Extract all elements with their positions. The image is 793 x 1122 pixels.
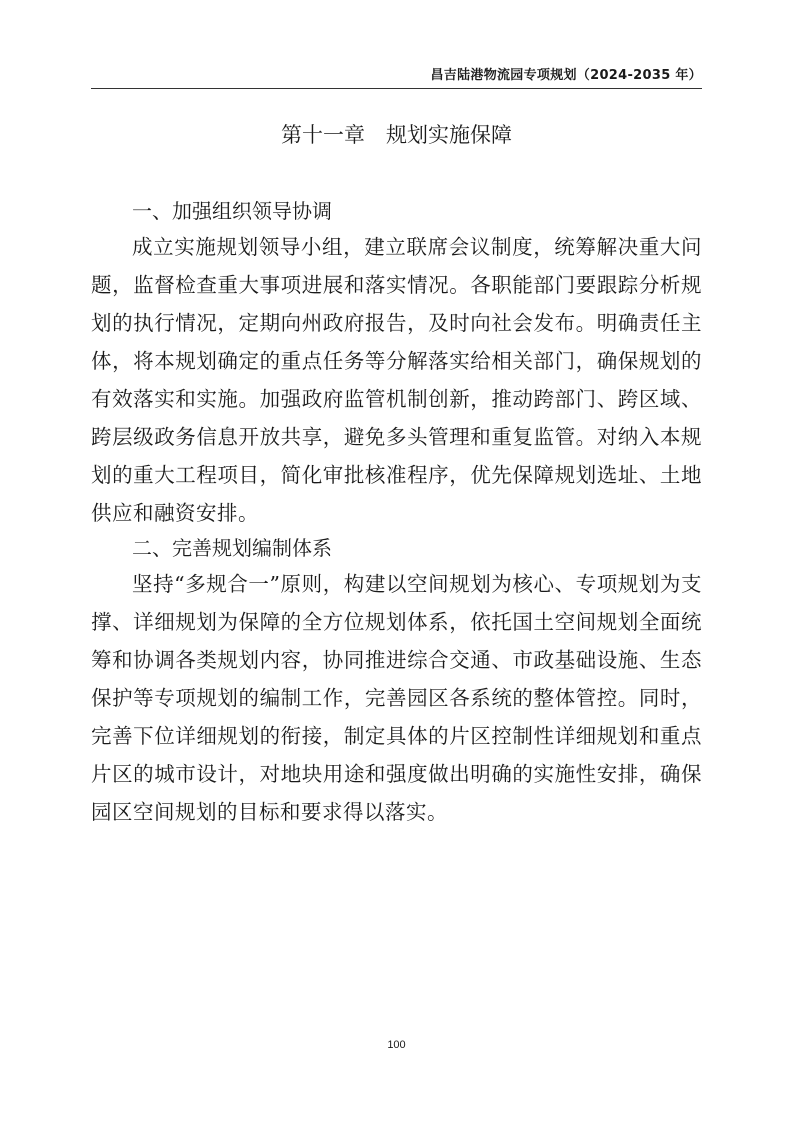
paragraph-line: 坚持“多规合一”原则，构建以空间规划为核心、专项规划为支 bbox=[132, 572, 702, 596]
section-heading-1: 一、加强组织领导协调 bbox=[132, 199, 332, 223]
paragraph-line: 划的执行情况，定期向州政府报告，及时向社会发布。明确责任主 bbox=[91, 311, 702, 335]
paragraph-line: 园区空间规划的目标和要求得以落实。 bbox=[91, 800, 448, 824]
chapter-title: 第十一章 规划实施保障 bbox=[281, 123, 512, 147]
section-heading-2: 二、完善规划编制体系 bbox=[132, 536, 332, 560]
paragraph-line: 完善下位详细规划的衔接，制定具体的片区控制性详细规划和重点 bbox=[91, 724, 702, 748]
page-number: 100 bbox=[387, 1039, 406, 1051]
paragraph-line: 有效落实和实施。加强政府监管机制创新，推动跨部门、跨区域、 bbox=[91, 387, 702, 411]
header-divider bbox=[91, 88, 702, 89]
paragraph-line: 保护等专项规划的编制工作，完善园区各系统的整体管控。同时， bbox=[91, 686, 702, 710]
section-1-paragraph bbox=[91, 228, 702, 532]
paragraph-line: 供应和融资安排。 bbox=[91, 501, 259, 525]
paragraph-line: 划的重大工程项目，简化审批核准程序，优先保障规划选址、土地 bbox=[91, 463, 702, 487]
section-2-paragraph bbox=[91, 565, 702, 831]
running-header: 昌吉陆港物流园专项规划（2024-2035 年） bbox=[430, 68, 702, 83]
paragraph-line: 体，将本规划确定的重点任务等分解落实给相关部门，确保规划的 bbox=[91, 349, 702, 373]
paragraph-line: 成立实施规划领导小组，建立联席会议制度，统筹解决重大问 bbox=[132, 235, 702, 259]
paragraph-line: 题，监督检查重大事项进展和落实情况。各职能部门要跟踪分析规 bbox=[91, 273, 702, 297]
paragraph-line: 跨层级政务信息开放共享，避免多头管理和重复监管。对纳入本规 bbox=[91, 425, 702, 449]
paragraph-line: 筹和协调各类规划内容，协同推进综合交通、市政基础设施、生态 bbox=[91, 648, 702, 672]
paragraph-line: 片区的城市设计，对地块用途和强度做出明确的实施性安排，确保 bbox=[91, 762, 702, 786]
paragraph-line: 撑、详细规划为保障的全方位规划体系，依托国土空间规划全面统 bbox=[91, 610, 702, 634]
